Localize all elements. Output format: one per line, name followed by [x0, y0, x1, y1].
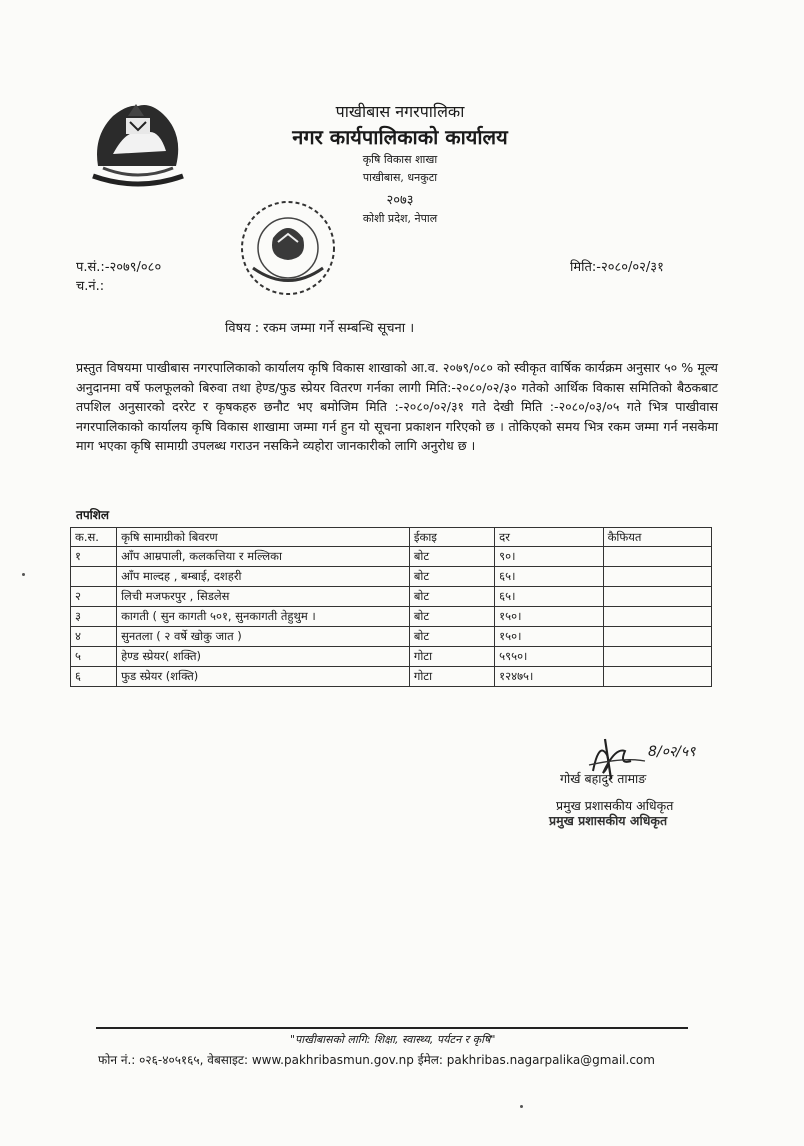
cell-unit: गोटा — [409, 647, 494, 667]
office-name: पाखीबास नगरपालिका — [335, 102, 465, 121]
cell-remarks — [603, 587, 711, 607]
cell-serial — [71, 567, 117, 587]
cell-remarks — [603, 547, 711, 567]
cell-unit: बोट — [409, 567, 494, 587]
letter-subject: विषय : रकम जम्मा गर्ने सम्बन्धि सूचना । — [225, 321, 415, 336]
signer-title: प्रमुख प्रशासकीय अधिकृत — [556, 798, 674, 813]
cell-serial: ३ — [71, 607, 117, 627]
cell-item: आँप माल्दह , बम्बाई, दशहरी — [117, 567, 410, 587]
col-serial: क.स. — [71, 528, 117, 547]
signer-name: गोर्ख बहादुर तामाङ — [560, 771, 647, 786]
cell-item: लिची मजफरपुर , सिडलेस — [117, 587, 410, 607]
col-item-description: कृषि सामाग्रीको बिवरण — [117, 528, 410, 547]
col-unit: ईकाइ — [409, 528, 494, 547]
cell-remarks — [603, 627, 711, 647]
cell-rate: १५०। — [495, 607, 603, 627]
cell-rate: १५०। — [495, 627, 603, 647]
cell-item: कागती ( सुन कागती ५०१, सुनकागती तेहुथुम । — [117, 607, 410, 627]
footer-divider — [96, 1027, 688, 1029]
cell-rate: ९०। — [495, 547, 603, 567]
footer-contact: फोन नं.: ०२६-४०५१६५, वेबसाइट: www.pakhribasmun.gov.np ईमेल: pakhribas.nagarpalika@gmail.com — [98, 1053, 655, 1067]
table-row — [71, 667, 712, 687]
cell-serial: १ — [71, 547, 117, 567]
province-name: कोशी प्रदेश, नेपाल — [362, 212, 438, 225]
notice-body: प्रस्तुत विषयमा पाखीबास नगरपालिकाको कार्यालय कृषि विकास शाखाको आ.व. २०७९/०८० को स्वीकृत वार्षिक कार्यक्रम अनुसार ५० % मूल्य अनुदानमा वर्षे फलफूलको बिरुवा तथा हेण्ड/फुड स्प्रेयर वितरण गर्नका लागी मिति:-२०८०/०२/३० गतेको आर्थिक विकास समितिको बैठकबाट तपशिल अनुसारको दररेट र कृषकहरु छनौट भए बमोजिम मिति :-२०८०/०२/३१ गते देखी मिति :-२०८०/०३/०५ गते भित्र पाखीवास नगरपालिकाको कार्यालय कृषि विकास शाखामा जम्मा गर्न हुन यो सूचना प्रकाशन गरिएको छ । तोकिएको समय भित्र रकम जम्मा गर्न नसकेमा माग भएका कृषि सामाग्री उपलब्ध गराउन नसकिने व्यहोरा जानकारीको लागि अनुरोध छ । — [76, 360, 718, 454]
table-row — [71, 587, 712, 607]
nepal-emblem-icon — [88, 96, 188, 188]
cell-rate: १२४७५। — [495, 667, 603, 687]
letter-date: मिति:-२०८०/०२/३१ — [570, 260, 664, 275]
col-remarks: कैफियत — [603, 528, 711, 547]
cell-unit: गोटा — [409, 667, 494, 687]
cell-item: हेण्ड स्प्रेयर( शक्ति) — [117, 647, 410, 667]
table-row — [71, 607, 712, 627]
signature-date-note: 8/०२/५९ — [648, 744, 696, 760]
cell-rate: ६५। — [495, 567, 603, 587]
cell-unit: बोट — [409, 607, 494, 627]
col-rate: दर — [495, 528, 603, 547]
cell-unit: बोट — [409, 547, 494, 567]
cell-remarks — [603, 647, 711, 667]
table-row — [71, 547, 712, 567]
rates-table — [70, 527, 712, 687]
cell-remarks — [603, 567, 711, 587]
cell-remarks — [603, 667, 711, 687]
reference-number: प.सं.:-२०७९/०८० — [76, 260, 162, 275]
table-caption: तपशिल — [76, 508, 110, 522]
signer-title-stamp: प्रमुख प्रशासकीय अधिकृत — [549, 813, 668, 828]
dispatch-number: च.नं.: — [76, 279, 105, 294]
office-address: पाखीबास, धनकुटा — [362, 171, 438, 184]
table-header-row — [71, 528, 712, 547]
cell-remarks — [603, 607, 711, 627]
cell-serial: ६ — [71, 667, 117, 687]
cell-unit: बोट — [409, 587, 494, 607]
table-row — [71, 567, 712, 587]
cell-item: आँप आम्रपाली, कलकत्तिया र मल्लिका — [117, 547, 410, 567]
branch-name: कृषि विकास शाखा — [362, 153, 438, 166]
footer-slogan: "पाखीबासको लागि: शिक्षा, स्वास्थ्य, पर्यटन र कृषि" — [290, 1033, 496, 1046]
scan-speck — [520, 1105, 523, 1108]
table-row — [71, 627, 712, 647]
cell-item: फुड स्प्रेयर (शक्ति) — [117, 667, 410, 687]
cell-rate: ५९५०। — [495, 647, 603, 667]
cell-item: सुनतला ( २ वर्षे खोकु जात ) — [117, 627, 410, 647]
cell-serial: ५ — [71, 647, 117, 667]
cell-serial: २ — [71, 587, 117, 607]
table-row — [71, 647, 712, 667]
office-title: नगर कार्यपालिकाको कार्यालय — [292, 125, 508, 149]
established-year: २०७३ — [386, 193, 414, 208]
cell-unit: बोट — [409, 627, 494, 647]
scan-speck — [22, 573, 25, 576]
cell-serial: ४ — [71, 627, 117, 647]
cell-rate: ६५। — [495, 587, 603, 607]
